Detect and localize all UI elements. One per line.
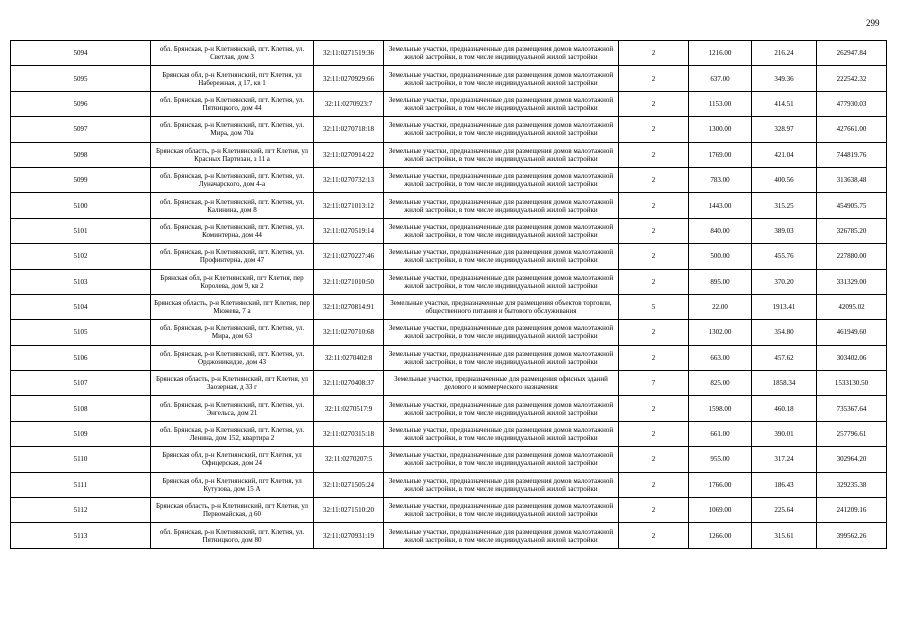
land-use-cell: Земельные участки, предназначенные для размещения домов малоэтажной жилой застройки, в том числе индивидуальной жилой застройки [384, 320, 619, 345]
specific-value-cell: 328.97 [752, 117, 817, 142]
cadastral-value-cell: 326785.20 [817, 218, 887, 243]
specific-value-cell: 317.24 [752, 447, 817, 472]
area-cell: 663.00 [689, 345, 752, 370]
cadastral-number-cell: 32:11:0271519:36 [314, 41, 384, 66]
specific-value-cell: 225.64 [752, 498, 817, 523]
cadastral-number-cell: 32:11:0270732:13 [314, 167, 384, 192]
cadastral-number-cell: 32:11:0270207:5 [314, 447, 384, 472]
cadastral-number-cell: 32:11:0270931:19 [314, 523, 384, 548]
land-use-cell: Земельные участки, предназначенные для размещения домов малоэтажной жилой застройки, в том числе индивидуальной жилой застройки [384, 447, 619, 472]
cadastral-value-cell: 302964.20 [817, 447, 887, 472]
use-group-cell: 5 [619, 294, 689, 319]
cadastral-number-cell: 32:11:0270710:68 [314, 320, 384, 345]
specific-value-cell: 390.01 [752, 421, 817, 446]
address-cell: Брянская обл, р-н Клетнянский, пгт Клетня, ул Офицерская, дом 24 [151, 447, 314, 472]
cadastral-number-cell: 32:11:0270914:22 [314, 142, 384, 167]
specific-value-cell: 1913.41 [752, 294, 817, 319]
table-row [11, 244, 887, 269]
address-cell: Брянская область, р-н Клетнянский, пгт Клетня, ул Заозерная, д 33 г [151, 371, 314, 396]
cadastral-number-cell: 32:11:0270923:7 [314, 91, 384, 116]
table-row [11, 371, 887, 396]
cadastral-number-cell: 32:11:0270929:66 [314, 66, 384, 91]
land-use-cell: Земельные участки, предназначенные для размещения домов малоэтажной жилой застройки, в том числе индивидуальной жилой застройки [384, 421, 619, 446]
address-cell: обл. Брянская, р-н Клетнянский, пгт. Клетня, ул. Профинтерна, дом 47 [151, 244, 314, 269]
use-group-cell: 2 [619, 41, 689, 66]
address-cell: обл. Брянская, р-н Клетнянский, пгт. Клетня, ул. Энгельса, дом 21 [151, 396, 314, 421]
specific-value-cell: 414.51 [752, 91, 817, 116]
land-use-cell: Земельные участки, предназначенные для размещения домов малоэтажной жилой застройки, в том числе индивидуальной жилой застройки [384, 218, 619, 243]
cadastral-number-cell: 32:11:0270519:14 [314, 218, 384, 243]
cadastral-value-cell: 331329.00 [817, 269, 887, 294]
use-group-cell: 2 [619, 117, 689, 142]
land-use-cell: Земельные участки, предназначенные для размещения домов малоэтажной жилой застройки, в том числе индивидуальной жилой застройки [384, 345, 619, 370]
cadastral-number-cell: 32:11:0271013:12 [314, 193, 384, 218]
area-cell: 825.00 [689, 371, 752, 396]
specific-value-cell: 370.20 [752, 269, 817, 294]
area-cell: 1266.00 [689, 523, 752, 548]
cadastral-value-cell: 399562.26 [817, 523, 887, 548]
address-cell: Брянская обл, р-н Клетнянский, пгт Клетня, ул Набережная, д 17, кв 1 [151, 66, 314, 91]
use-group-cell: 2 [619, 498, 689, 523]
row-number-cell: 5103 [11, 269, 151, 294]
land-use-cell: Земельные участки, предназначенные для размещения офисных зданий делового и коммерческого назначения [384, 371, 619, 396]
land-use-cell: Земельные участки, предназначенные для размещения домов малоэтажной жилой застройки, в том числе индивидуальной жилой застройки [384, 269, 619, 294]
table-row [11, 269, 887, 294]
table-row [11, 193, 887, 218]
area-cell: 1598.00 [689, 396, 752, 421]
area-cell: 500.00 [689, 244, 752, 269]
use-group-cell: 2 [619, 193, 689, 218]
cadastral-value-cell: 241209.16 [817, 498, 887, 523]
land-use-cell: Земельные участки, предназначенные для размещения домов малоэтажной жилой застройки, в том числе индивидуальной жилой застройки [384, 41, 619, 66]
land-use-cell: Земельные участки, предназначенные для размещения домов малоэтажной жилой застройки, в том числе индивидуальной жилой застройки [384, 66, 619, 91]
address-cell: Брянская обл, р-н Клетнянский, пгт Клетня, ул Кутузова, дом 15 А [151, 472, 314, 497]
land-use-cell: Земельные участки, предназначенные для размещения домов малоэтажной жилой застройки, в том числе индивидуальной жилой застройки [384, 142, 619, 167]
use-group-cell: 2 [619, 167, 689, 192]
use-group-cell: 2 [619, 218, 689, 243]
land-use-cell: Земельные участки, предназначенные для размещения домов малоэтажной жилой застройки, в том числе индивидуальной жилой застройки [384, 498, 619, 523]
area-cell: 637.00 [689, 66, 752, 91]
specific-value-cell: 354.80 [752, 320, 817, 345]
table-row [11, 117, 887, 142]
address-cell: обл. Брянская, р-н Клетнянский, пгт. Клетня, ул. Пятницкого, дом 80 [151, 523, 314, 548]
row-number-cell: 5108 [11, 396, 151, 421]
cadastral-value-cell: 454905.75 [817, 193, 887, 218]
row-number-cell: 5096 [11, 91, 151, 116]
address-cell: обл. Брянская, р-н Клетнянский, пгт. Клетня, ул. Мира, дом 70а [151, 117, 314, 142]
table-row [11, 498, 887, 523]
address-cell: обл. Брянская, р-н Клетнянский, пгт. Клетня, ул. Калинина, дом 8 [151, 193, 314, 218]
use-group-cell: 2 [619, 320, 689, 345]
use-group-cell: 2 [619, 91, 689, 116]
area-cell: 1300.00 [689, 117, 752, 142]
area-cell: 955.00 [689, 447, 752, 472]
cadastral-value-cell: 735367.64 [817, 396, 887, 421]
area-cell: 1443.00 [689, 193, 752, 218]
specific-value-cell: 457.62 [752, 345, 817, 370]
address-cell: обл. Брянская, р-н Клетнянский, пгт. Клетня, ул. Орджоникидзе, дом 43 [151, 345, 314, 370]
address-cell: обл. Брянская, р-н Клетнянский, пгт. Клетня, ул. Мира, дом 63 [151, 320, 314, 345]
land-use-cell: Земельные участки, предназначенные для размещения домов малоэтажной жилой застройки, в том числе индивидуальной жилой застройки [384, 193, 619, 218]
row-number-cell: 5097 [11, 117, 151, 142]
row-number-cell: 5098 [11, 142, 151, 167]
use-group-cell: 2 [619, 396, 689, 421]
cadastral-value-cell: 461949.60 [817, 320, 887, 345]
cadastral-number-cell: 32:11:0271010:50 [314, 269, 384, 294]
cadastral-value-cell: 1533130.50 [817, 371, 887, 396]
table-row [11, 472, 887, 497]
cadastral-value-cell: 262947.84 [817, 41, 887, 66]
row-number-cell: 5105 [11, 320, 151, 345]
use-group-cell: 2 [619, 66, 689, 91]
cadastral-number-cell: 32:11:0270315:18 [314, 421, 384, 446]
row-number-cell: 5095 [11, 66, 151, 91]
land-use-cell: Земельные участки, предназначенные для размещения домов малоэтажной жилой застройки, в том числе индивидуальной жилой застройки [384, 396, 619, 421]
row-number-cell: 5094 [11, 41, 151, 66]
land-use-cell: Земельные участки, предназначенные для размещения домов малоэтажной жилой застройки, в том числе индивидуальной жилой застройки [384, 472, 619, 497]
table-row [11, 523, 887, 548]
cadastral-value-cell: 744819.76 [817, 142, 887, 167]
use-group-cell: 2 [619, 447, 689, 472]
land-use-cell: Земельные участки, предназначенные для размещения домов малоэтажной жилой застройки, в том числе индивидуальной жилой застройки [384, 167, 619, 192]
address-cell: обл. Брянская, р-н Клетнянский, пгт. Клетня, ул. Луначарского, дом 4-а [151, 167, 314, 192]
table-row [11, 421, 887, 446]
land-use-cell: Земельные участки, предназначенные для размещения домов малоэтажной жилой застройки, в том числе индивидуальной жилой застройки [384, 244, 619, 269]
table-row [11, 345, 887, 370]
specific-value-cell: 421.04 [752, 142, 817, 167]
use-group-cell: 2 [619, 244, 689, 269]
cadastral-value-cell: 303402.06 [817, 345, 887, 370]
table-row [11, 91, 887, 116]
row-number-cell: 5111 [11, 472, 151, 497]
use-group-cell: 2 [619, 472, 689, 497]
cadastral-value-cell: 42095.02 [817, 294, 887, 319]
area-cell: 1069.00 [689, 498, 752, 523]
cadastral-value-cell: 427661.00 [817, 117, 887, 142]
cadastral-number-cell: 32:11:0270814:91 [314, 294, 384, 319]
specific-value-cell: 460.18 [752, 396, 817, 421]
use-group-cell: 2 [619, 523, 689, 548]
area-cell: 1216.00 [689, 41, 752, 66]
row-number-cell: 5099 [11, 167, 151, 192]
cadastral-value-cell: 257796.61 [817, 421, 887, 446]
use-group-cell: 2 [619, 421, 689, 446]
row-number-cell: 5101 [11, 218, 151, 243]
area-cell: 22.00 [689, 294, 752, 319]
registry-body [11, 41, 887, 549]
table-row [11, 218, 887, 243]
cadastral-number-cell: 32:11:0270402:8 [314, 345, 384, 370]
cadastral-value-cell: 477930.03 [817, 91, 887, 116]
row-number-cell: 5112 [11, 498, 151, 523]
area-cell: 783.00 [689, 167, 752, 192]
cadastral-value-cell: 329235.38 [817, 472, 887, 497]
table-row [11, 167, 887, 192]
specific-value-cell: 315.25 [752, 193, 817, 218]
row-number-cell: 5102 [11, 244, 151, 269]
area-cell: 895.00 [689, 269, 752, 294]
cadastral-number-cell: 32:11:0270408:37 [314, 371, 384, 396]
cadastral-number-cell: 32:11:0270227:46 [314, 244, 384, 269]
specific-value-cell: 455.76 [752, 244, 817, 269]
address-cell: Брянская область, р-н Клетнянский, пгт Клетня, ул Первомайская, д 60 [151, 498, 314, 523]
area-cell: 1769.00 [689, 142, 752, 167]
area-cell: 1153.00 [689, 91, 752, 116]
land-use-cell: Земельные участки, предназначенные для размещения домов малоэтажной жилой застройки, в том числе индивидуальной жилой застройки [384, 523, 619, 548]
row-number-cell: 5106 [11, 345, 151, 370]
cadastral-number-cell: 32:11:0270517:9 [314, 396, 384, 421]
table-row [11, 41, 887, 66]
page-number: 299 [866, 18, 880, 28]
specific-value-cell: 216.24 [752, 41, 817, 66]
table-row [11, 447, 887, 472]
address-cell: Брянская область, р-н Клетнянский, пгт Клетня, ул Красных Партизан, з 11 а [151, 142, 314, 167]
table-row [11, 320, 887, 345]
cadastral-value-cell: 227880.00 [817, 244, 887, 269]
use-group-cell: 2 [619, 142, 689, 167]
row-number-cell: 5109 [11, 421, 151, 446]
address-cell: обл. Брянская, р-н Клетнянский, пгт. Клетня, ул. Коминтерна, дом 44 [151, 218, 314, 243]
row-number-cell: 5100 [11, 193, 151, 218]
table-row [11, 66, 887, 91]
table-row [11, 396, 887, 421]
address-cell: Брянская область, р-н Клетнянский, пгт Клетня, пер Мюжева, 7 а [151, 294, 314, 319]
row-number-cell: 5104 [11, 294, 151, 319]
specific-value-cell: 315.61 [752, 523, 817, 548]
use-group-cell: 2 [619, 345, 689, 370]
land-use-cell: Земельные участки, предназначенные для размещения домов малоэтажной жилой застройки, в том числе индивидуальной жилой застройки [384, 91, 619, 116]
cadastral-value-cell: 313638.48 [817, 167, 887, 192]
specific-value-cell: 389.03 [752, 218, 817, 243]
table-row [11, 142, 887, 167]
specific-value-cell: 1858.34 [752, 371, 817, 396]
use-group-cell: 7 [619, 371, 689, 396]
land-use-cell: Земельные участки, предназначенные для размещения объектов торговли, общественного питания и бытового обслуживания [384, 294, 619, 319]
specific-value-cell: 186.43 [752, 472, 817, 497]
area-cell: 661.00 [689, 421, 752, 446]
use-group-cell: 2 [619, 269, 689, 294]
row-number-cell: 5110 [11, 447, 151, 472]
address-cell: Брянская обл, р-н Клетнянский, пгт Клетня, пер Королева, дом 9, кв 2 [151, 269, 314, 294]
cadastral-number-cell: 32:11:0271505:24 [314, 472, 384, 497]
cadastral-number-cell: 32:11:0271510:20 [314, 498, 384, 523]
row-number-cell: 5113 [11, 523, 151, 548]
table-row [11, 294, 887, 319]
cadastral-number-cell: 32:11:0270718:18 [314, 117, 384, 142]
address-cell: обл. Брянская, р-н Клетнянский, пгт. Клетня, ул. Светлая, дом 3 [151, 41, 314, 66]
area-cell: 1766.00 [689, 472, 752, 497]
row-number-cell: 5107 [11, 371, 151, 396]
area-cell: 1302.00 [689, 320, 752, 345]
address-cell: обл. Брянская, р-н Клетнянский, пгт. Клетня, ул. Ленина, дом 152, квартира 2 [151, 421, 314, 446]
land-use-cell: Земельные участки, предназначенные для размещения домов малоэтажной жилой застройки, в том числе индивидуальной жилой застройки [384, 117, 619, 142]
specific-value-cell: 349.36 [752, 66, 817, 91]
address-cell: обл. Брянская, р-н Клетнянский, пгт. Клетня, ул. Пятницкого, дом 44 [151, 91, 314, 116]
cadastral-value-cell: 222542.32 [817, 66, 887, 91]
land-registry-table [10, 40, 887, 549]
specific-value-cell: 400.56 [752, 167, 817, 192]
area-cell: 840.00 [689, 218, 752, 243]
